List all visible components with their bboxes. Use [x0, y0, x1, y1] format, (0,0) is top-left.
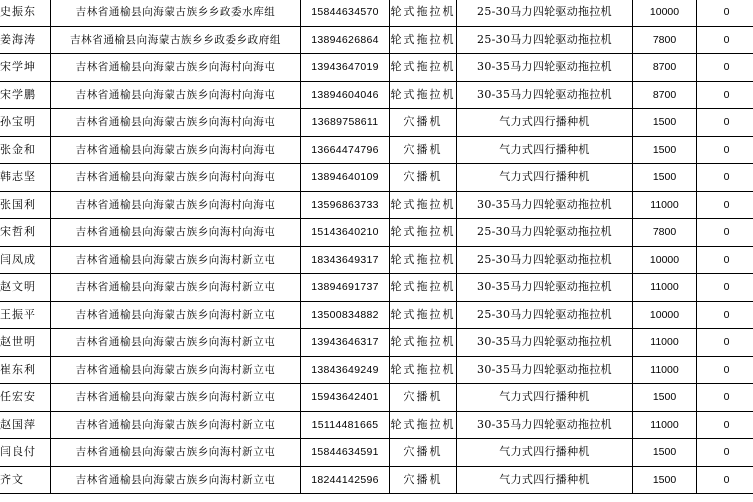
cell-address[interactable]: 吉林省通榆县向海蒙古族乡向海村向海屯 [51, 219, 301, 247]
cell-extra-amount[interactable]: 0 [697, 274, 753, 302]
cell-address[interactable]: 吉林省通榆县向海蒙古族乡向海村向海屯 [51, 81, 301, 109]
cell-phone[interactable]: 13894626864 [301, 26, 390, 54]
cell-address[interactable]: 吉林省通榆县向海蒙古族乡向海村新立屯 [51, 466, 301, 494]
cell-name[interactable]: 王振平 [0, 301, 51, 329]
cell-machine-type[interactable]: 轮式拖拉机 [390, 26, 457, 54]
table-row [0, 26, 753, 54]
cell-amount[interactable]: 1500 [633, 466, 697, 494]
cell-amount[interactable]: 11000 [633, 191, 697, 219]
table-row [0, 411, 753, 439]
table-row [0, 439, 753, 467]
cell-address[interactable]: 吉林省通榆县向海蒙古族乡向海村新立屯 [51, 329, 301, 357]
cell-amount[interactable]: 1500 [633, 384, 697, 412]
cell-name[interactable]: 任宏安 [0, 384, 51, 412]
cell-machine-model[interactable]: 30-35马力四轮驱动拖拉机 [457, 411, 633, 439]
cell-name[interactable]: 孙宝明 [0, 109, 51, 137]
cell-amount[interactable]: 11000 [633, 356, 697, 384]
cell-extra-amount[interactable]: 0 [697, 26, 753, 54]
cell-phone[interactable]: 13689758611 [301, 109, 390, 137]
table-row [0, 191, 753, 219]
cell-name[interactable]: 张国利 [0, 191, 51, 219]
cell-extra-amount[interactable]: 0 [697, 219, 753, 247]
cell-amount[interactable]: 1500 [633, 136, 697, 164]
cell-extra-amount[interactable]: 0 [697, 54, 753, 82]
cell-machine-type[interactable]: 轮式拖拉机 [390, 329, 457, 357]
table-row [0, 54, 753, 82]
cell-address[interactable]: 吉林省通榆县向海蒙古族乡向海村新立屯 [51, 439, 301, 467]
cell-phone[interactable]: 18244142596 [301, 466, 390, 494]
table-row [0, 164, 753, 192]
cell-machine-model[interactable]: 30-35马力四轮驱动拖拉机 [457, 329, 633, 357]
cell-extra-amount[interactable]: 0 [697, 301, 753, 329]
cell-amount[interactable]: 8700 [633, 81, 697, 109]
cell-amount[interactable]: 11000 [633, 329, 697, 357]
cell-phone[interactable]: 15114481665 [301, 411, 390, 439]
cell-address[interactable]: 吉林省通榆县向海蒙古族乡向海村新立屯 [51, 301, 301, 329]
cell-machine-type[interactable]: 轮式拖拉机 [390, 246, 457, 274]
cell-phone[interactable]: 15844634591 [301, 439, 390, 467]
cell-extra-amount[interactable]: 0 [697, 246, 753, 274]
cell-machine-type[interactable]: 轮式拖拉机 [390, 274, 457, 302]
cell-extra-amount[interactable]: 0 [697, 439, 753, 467]
cell-amount[interactable]: 1500 [633, 439, 697, 467]
cell-extra-amount[interactable]: 0 [697, 411, 753, 439]
cell-machine-type[interactable]: 轮式拖拉机 [390, 0, 457, 26]
cell-name[interactable]: 闫良付 [0, 439, 51, 467]
cell-extra-amount[interactable]: 0 [697, 164, 753, 192]
cell-machine-model[interactable]: 30-35马力四轮驱动拖拉机 [457, 274, 633, 302]
table-row [0, 136, 753, 164]
cell-address[interactable]: 吉林省通榆县向海蒙古族乡向海村新立屯 [51, 356, 301, 384]
cell-phone[interactable]: 15143640210 [301, 219, 390, 247]
cell-name[interactable]: 崔东利 [0, 356, 51, 384]
cell-amount[interactable]: 1500 [633, 109, 697, 137]
table-row [0, 0, 753, 26]
cell-amount[interactable]: 10000 [633, 0, 697, 26]
cell-machine-type[interactable]: 穴播机 [390, 164, 457, 192]
cell-name[interactable]: 姜海涛 [0, 26, 51, 54]
cell-phone[interactable]: 13500834882 [301, 301, 390, 329]
cell-machine-model[interactable]: 30-35马力四轮驱动拖拉机 [457, 356, 633, 384]
table-row [0, 109, 753, 137]
table-row [0, 219, 753, 247]
cell-name[interactable]: 赵国萍 [0, 411, 51, 439]
cell-address[interactable]: 吉林省通榆县向海蒙古族乡向海村新立屯 [51, 274, 301, 302]
cell-machine-model[interactable]: 气力式四行播种机 [457, 384, 633, 412]
cell-machine-model[interactable]: 25-30马力四轮驱动拖拉机 [457, 0, 633, 26]
table-row [0, 356, 753, 384]
cell-address[interactable]: 吉林省通榆县向海蒙古族乡向海村新立屯 [51, 384, 301, 412]
cell-name[interactable]: 闫凤成 [0, 246, 51, 274]
cell-machine-model[interactable]: 气力式四行播种机 [457, 136, 633, 164]
cell-phone[interactable]: 13596863733 [301, 191, 390, 219]
cell-phone[interactable]: 13943646317 [301, 329, 390, 357]
cell-address[interactable]: 吉林省通榆县向海蒙古族乡乡政委水库组 [51, 0, 301, 26]
cell-machine-type[interactable]: 轮式拖拉机 [390, 191, 457, 219]
cell-address[interactable]: 吉林省通榆县向海蒙古族乡乡政委乡政府组 [51, 26, 301, 54]
cell-machine-type[interactable]: 轮式拖拉机 [390, 356, 457, 384]
table-row [0, 81, 753, 109]
cell-amount[interactable]: 1500 [633, 164, 697, 192]
table-row [0, 329, 753, 357]
cell-address[interactable]: 吉林省通榆县向海蒙古族乡向海村向海屯 [51, 164, 301, 192]
cell-phone[interactable]: 13894640109 [301, 164, 390, 192]
cell-extra-amount[interactable]: 0 [697, 81, 753, 109]
cell-address[interactable]: 吉林省通榆县向海蒙古族乡向海村向海屯 [51, 109, 301, 137]
cell-name[interactable]: 赵世明 [0, 329, 51, 357]
cell-phone[interactable]: 13664474796 [301, 136, 390, 164]
cell-phone[interactable]: 13843649249 [301, 356, 390, 384]
cell-name[interactable]: 宋学坤 [0, 54, 51, 82]
cell-machine-type[interactable]: 穴播机 [390, 439, 457, 467]
table-row [0, 384, 753, 412]
cell-machine-model[interactable]: 25-30马力四轮驱动拖拉机 [457, 219, 633, 247]
table-row [0, 246, 753, 274]
cell-machine-type[interactable]: 穴播机 [390, 384, 457, 412]
cell-extra-amount[interactable]: 0 [697, 191, 753, 219]
cell-amount[interactable]: 10000 [633, 246, 697, 274]
cell-name[interactable]: 韩志坚 [0, 164, 51, 192]
cell-extra-amount[interactable]: 0 [697, 356, 753, 384]
cell-machine-type[interactable]: 轮式拖拉机 [390, 54, 457, 82]
cell-machine-type[interactable]: 轮式拖拉机 [390, 81, 457, 109]
cell-amount[interactable]: 7800 [633, 219, 697, 247]
cell-machine-type[interactable]: 穴播机 [390, 109, 457, 137]
cell-machine-type[interactable]: 穴播机 [390, 136, 457, 164]
cell-extra-amount[interactable]: 0 [697, 329, 753, 357]
table-row [0, 301, 753, 329]
cell-name[interactable]: 史振东 [0, 0, 51, 26]
cell-machine-type[interactable]: 穴播机 [390, 466, 457, 494]
cell-address[interactable]: 吉林省通榆县向海蒙古族乡向海村向海屯 [51, 136, 301, 164]
cell-machine-type[interactable]: 轮式拖拉机 [390, 219, 457, 247]
cell-machine-model[interactable]: 气力式四行播种机 [457, 439, 633, 467]
cell-name[interactable]: 齐文 [0, 466, 51, 494]
cell-phone[interactable]: 18343649317 [301, 246, 390, 274]
cell-extra-amount[interactable]: 0 [697, 0, 753, 26]
cell-amount[interactable]: 11000 [633, 411, 697, 439]
cell-extra-amount[interactable]: 0 [697, 109, 753, 137]
cell-phone[interactable]: 15943642401 [301, 384, 390, 412]
cell-machine-model[interactable]: 气力式四行播种机 [457, 164, 633, 192]
cell-extra-amount[interactable]: 0 [697, 384, 753, 412]
cell-machine-model[interactable]: 30-35马力四轮驱动拖拉机 [457, 191, 633, 219]
cell-extra-amount[interactable]: 0 [697, 136, 753, 164]
cell-amount[interactable]: 8700 [633, 54, 697, 82]
cell-machine-model[interactable]: 气力式四行播种机 [457, 466, 633, 494]
cell-phone[interactable]: 13894691737 [301, 274, 390, 302]
table-row [0, 466, 753, 494]
cell-phone[interactable]: 13894604046 [301, 81, 390, 109]
cell-machine-model[interactable]: 25-30马力四轮驱动拖拉机 [457, 301, 633, 329]
cell-machine-model[interactable]: 30-35马力四轮驱动拖拉机 [457, 81, 633, 109]
cell-machine-model[interactable]: 30-35马力四轮驱动拖拉机 [457, 54, 633, 82]
cell-name[interactable]: 宋学鹏 [0, 81, 51, 109]
cell-address[interactable]: 吉林省通榆县向海蒙古族乡向海村新立屯 [51, 411, 301, 439]
cell-phone[interactable]: 15844634570 [301, 0, 390, 26]
cell-machine-type[interactable]: 轮式拖拉机 [390, 301, 457, 329]
cell-machine-model[interactable]: 25-30马力四轮驱动拖拉机 [457, 26, 633, 54]
cell-amount[interactable]: 10000 [633, 301, 697, 329]
cell-machine-type[interactable]: 轮式拖拉机 [390, 411, 457, 439]
cell-machine-model[interactable]: 气力式四行播种机 [457, 109, 633, 137]
cell-amount[interactable]: 11000 [633, 274, 697, 302]
cell-address[interactable]: 吉林省通榆县向海蒙古族乡向海村向海屯 [51, 191, 301, 219]
cell-name[interactable]: 宋哲利 [0, 219, 51, 247]
cell-phone[interactable]: 13943647019 [301, 54, 390, 82]
cell-address[interactable]: 吉林省通榆县向海蒙古族乡向海村新立屯 [51, 246, 301, 274]
cell-name[interactable]: 张金和 [0, 136, 51, 164]
table-row [0, 274, 753, 302]
cell-name[interactable]: 赵文明 [0, 274, 51, 302]
cell-machine-model[interactable]: 25-30马力四轮驱动拖拉机 [457, 246, 633, 274]
cell-address[interactable]: 吉林省通榆县向海蒙古族乡向海村向海屯 [51, 54, 301, 82]
cell-extra-amount[interactable]: 0 [697, 466, 753, 494]
cell-amount[interactable]: 7800 [633, 26, 697, 54]
